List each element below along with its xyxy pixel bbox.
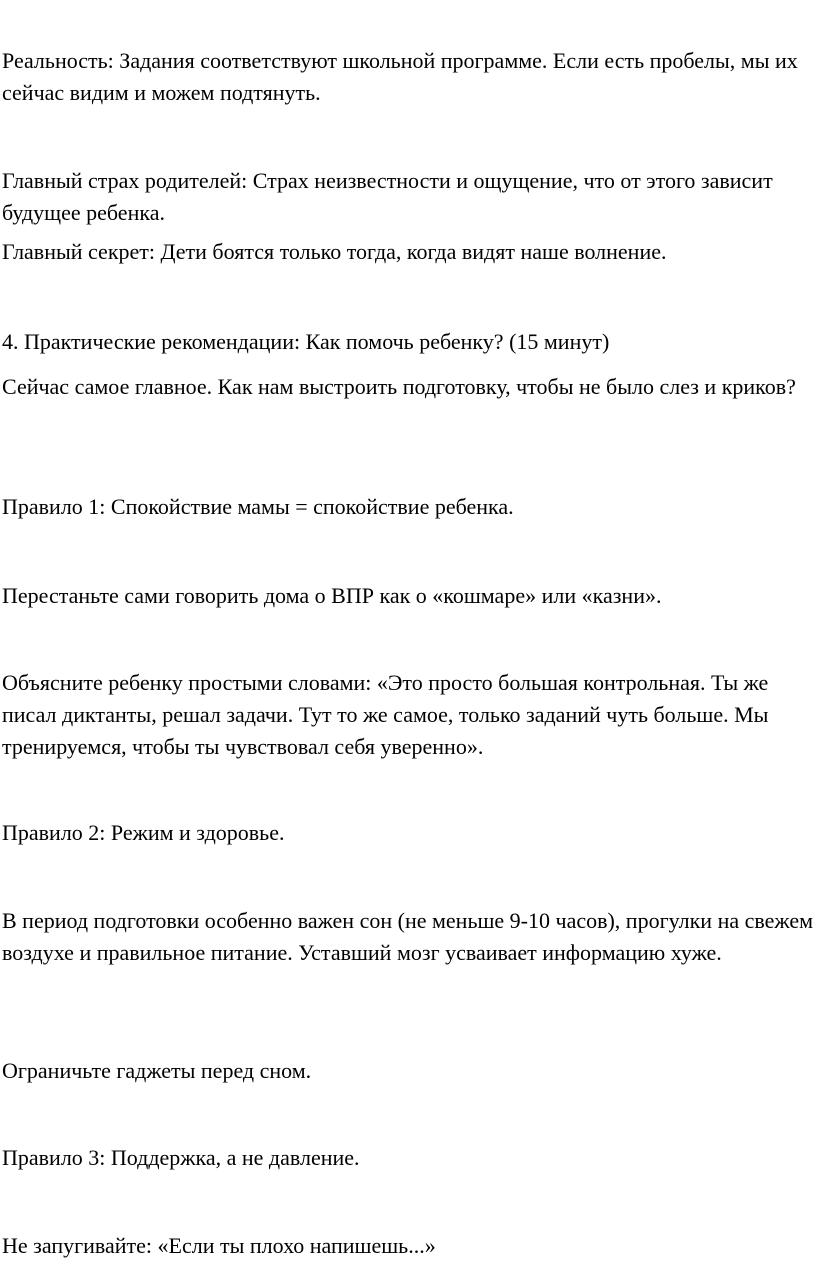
paragraph-parents-fear: Главный страх родителей: Страх неизвестности и ощущение, что от этого зависит будущее ребенка. [2,168,773,225]
rule-3-heading: Правило 3: Поддержка, а не давление. [2,1145,360,1170]
paragraph-stop-saying: Перестаньте сами говорить дома о ВПР как о «кошмаре» или «казни». [2,583,662,608]
rule-1-heading: Правило 1: Спокойствие мамы = спокойствие ребенка. [2,494,514,519]
paragraph-sleep: В период подготовки особенно важен сон (не меньше 9-10 часов), прогулки на свежем воздухе и правильное питание. Уставший мозг усваивает информацию хуже. [2,908,814,965]
paragraph-main-secret: Главный секрет: Дети боятся только тогда, когда видят наше волнение. [2,239,667,264]
paragraph-intro: Сейчас самое главное. Как нам выстроить подготовку, чтобы не было слез и криков? [2,374,796,399]
rule-2-heading: Правило 2: Режим и здоровье. [2,820,285,845]
paragraph-gadgets: Ограничьте гаджеты перед сном. [2,1058,312,1083]
paragraph-reality: Реальность: Задания соответствуют школьной программе. Если есть пробелы, мы их сейчас видим и можем подтянуть. [2,48,798,105]
section-heading-recommendations: 4. Практические рекомендации: Как помочь ребенку? (15 минут) [2,329,610,354]
paragraph-dont-scare: Не запугивайте: «Если ты плохо напишешь...» [2,1233,436,1258]
paragraph-explain: Объясните ребенку простыми словами: «Это просто большая контрольная. Ты же писал диктанты, решал задачи. Тут то же самое, только заданий чуть больше. Мы тренируемся, чтобы ты чувствовал себя уверенно». [2,670,769,759]
